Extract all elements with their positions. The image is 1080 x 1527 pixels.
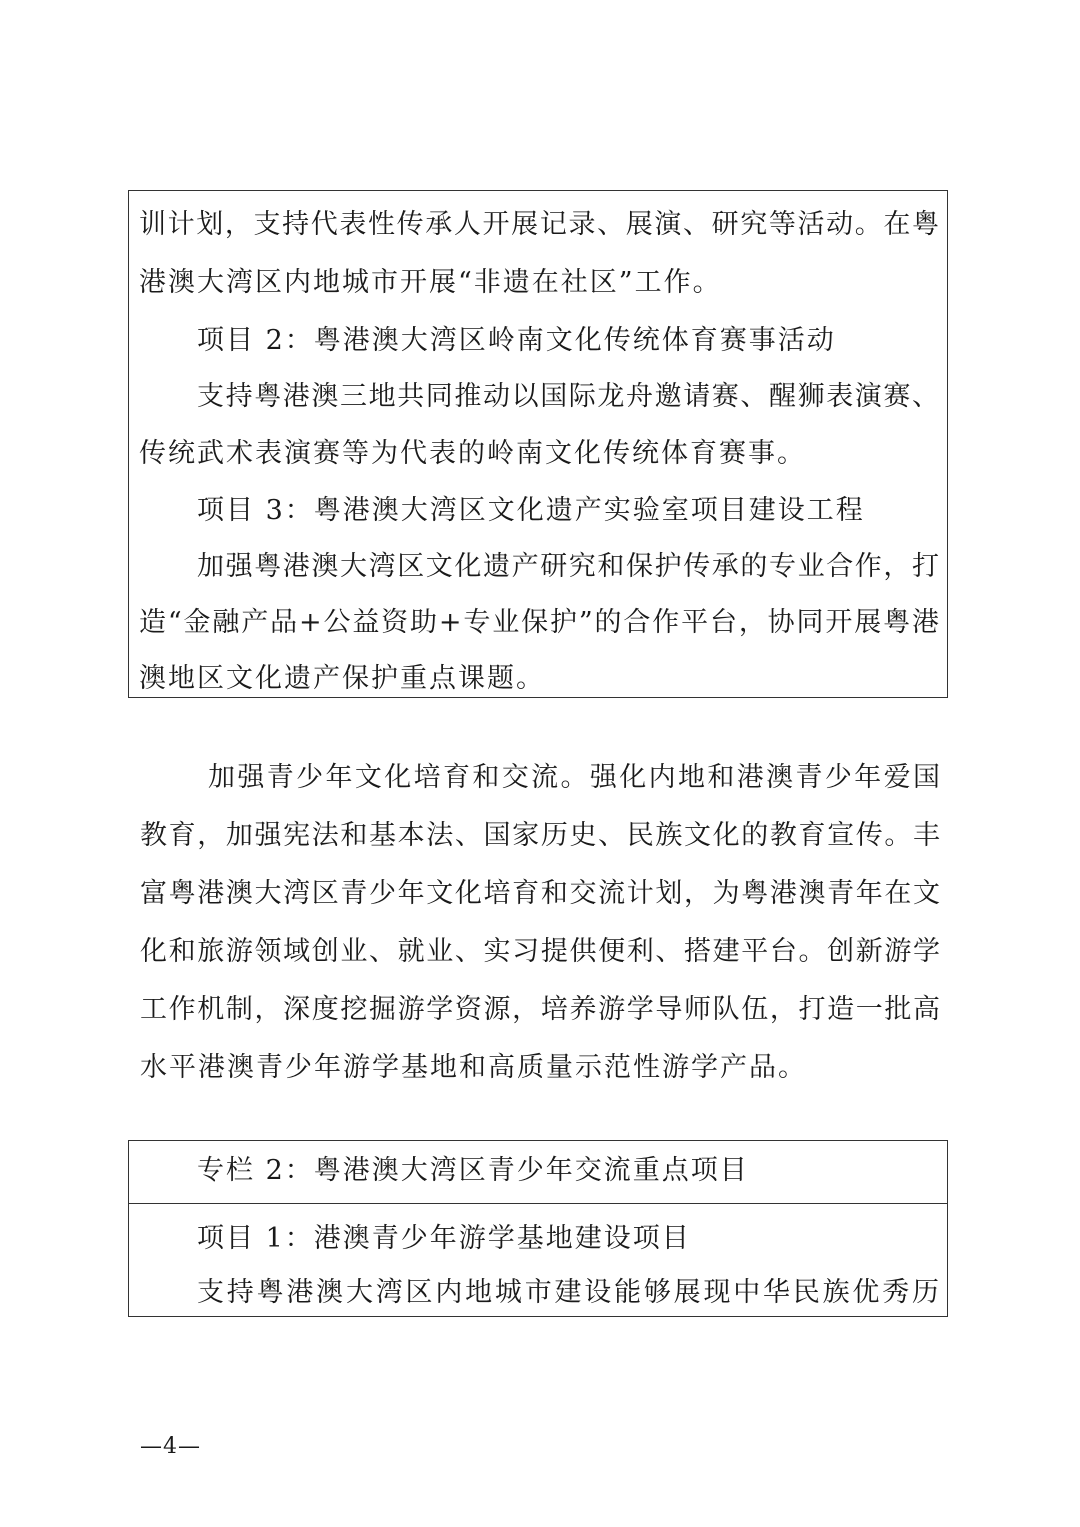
- project-heading: 项目 2：粤港澳大湾区岭南文化传统体育赛事活动: [197, 325, 836, 356]
- paragraph-line: 化和旅游领域创业、就业、实习提供便利、搭建平台。创新游学: [140, 936, 940, 967]
- paragraph-line: 教育，加强宪法和基本法、国家历史、民族文化的教育宣传。丰: [140, 820, 940, 851]
- box-line: 澳地区文化遗产保护重点课题。: [139, 663, 545, 694]
- project-heading: 项目 3：粤港澳大湾区文化遗产实验室项目建设工程: [197, 495, 865, 526]
- box-line: 造“金融产品+公益资助+专业保护”的合作平台，协同开展粤港: [139, 607, 939, 638]
- project-box-continued: [128, 190, 948, 698]
- column-box-2: [128, 1140, 948, 1317]
- paragraph-line: 工作机制，深度挖掘游学资源，培养游学导师队伍，打造一批高: [140, 994, 940, 1025]
- column-title: 专栏 2：粤港澳大湾区青少年交流重点项目: [197, 1155, 749, 1186]
- paragraph-line: 加强青少年文化培育和交流。强化内地和港澳青少年爱国: [208, 762, 940, 793]
- box-line: 加强粤港澳大湾区文化遗产研究和保护传承的专业合作，打: [197, 551, 939, 582]
- box-line: 港澳大湾区内地城市开展“非遗在社区”工作。: [139, 267, 722, 298]
- box-line: 支持粤港澳大湾区内地城市建设能够展现中华民族优秀历: [197, 1277, 939, 1308]
- box-line: 支持粤港澳三地共同推动以国际龙舟邀请赛、醒狮表演赛、: [197, 381, 939, 412]
- page-number: —4—: [140, 1434, 201, 1459]
- box-line: 训计划，支持代表性传承人开展记录、展演、研究等活动。在粤: [139, 209, 939, 240]
- box-line: 传统武术表演赛等为代表的岭南文化传统体育赛事。: [139, 438, 806, 469]
- paragraph-line: 水平港澳青少年游学基地和高质量示范性游学产品。: [140, 1052, 807, 1083]
- table-divider: [129, 1203, 947, 1204]
- paragraph-line: 富粤港澳大湾区青少年文化培育和交流计划，为粤港澳青年在文: [140, 878, 940, 909]
- project-heading: 项目 1：港澳青少年游学基地建设项目: [197, 1223, 691, 1254]
